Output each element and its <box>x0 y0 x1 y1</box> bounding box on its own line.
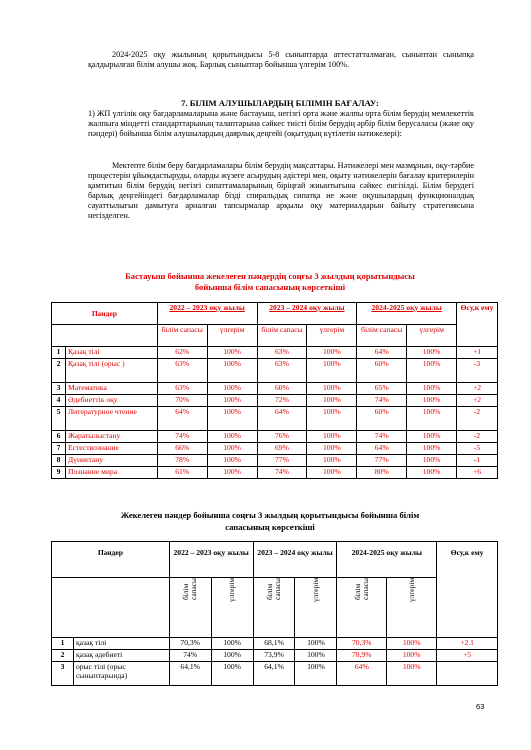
value-cell: 64% <box>357 347 407 359</box>
value-cell: 100% <box>407 455 457 467</box>
table1-header-subject: Пәндер <box>52 303 158 325</box>
row-number: 1 <box>52 638 74 650</box>
growth-value: -1 <box>457 455 498 467</box>
table1-header-growth: Өсу,к ему <box>457 303 498 347</box>
value-cell: 74% <box>157 431 207 443</box>
value-cell: 74% <box>357 395 407 407</box>
table-row <box>52 650 498 662</box>
value-cell: 78,9% <box>337 650 387 662</box>
value-cell: 73,9% <box>253 650 295 662</box>
value-cell: 69% <box>257 443 307 455</box>
value-cell: 77% <box>357 455 407 467</box>
row-number: 7 <box>52 443 66 455</box>
section-para-2: Мектепте білім беру бағдарламалары білім берудің мақсаттары. Нәтижелері мен мазмұнын, оқу-тәрбие процестерін ұйымдастыруды, оларды жүзеге асырудың әдістері мен, оқыту нәтижелерін бағалау критерилерін қамтитын білім берудің негізгі сипаттамаларының біріңғай жиынтығына сәйкес енгізілді. Білім берудегі барлық деңгейіндегі бағдарламалар бізді спиральдық сипатқа ие және оқушылардың функционалдық сауаттылығын дамытуға арналған тапсырмалар арқылы оқу материалдарын байыту стратегиясына негізделген. <box>88 161 474 220</box>
value-cell: 78% <box>157 455 207 467</box>
row-number: 1 <box>52 347 66 359</box>
table2-header-year: 2023 – 2024 оқу жылы <box>253 542 337 578</box>
row-number: 8 <box>52 455 66 467</box>
value-cell: 100% <box>307 395 357 407</box>
table-row <box>52 383 498 395</box>
subject-name: Познание мира <box>65 467 157 479</box>
page-number: 63 <box>476 702 485 711</box>
table1-header-year: 2024-2025 оқу жылы <box>357 303 457 325</box>
value-cell: 100% <box>307 431 357 443</box>
value-cell: 100% <box>207 359 257 383</box>
value-cell: 64% <box>257 407 307 431</box>
subject-name: Дүниетану <box>65 455 157 467</box>
row-number: 2 <box>52 650 74 662</box>
value-cell: 66% <box>157 443 207 455</box>
value-cell: 61% <box>157 467 207 479</box>
table-row <box>52 359 498 383</box>
growth-value: +6 <box>457 467 498 479</box>
value-cell: 100% <box>207 455 257 467</box>
value-cell: 64,1% <box>169 662 211 686</box>
value-cell: 100% <box>307 467 357 479</box>
table2-sub-progress: үлгерім <box>310 578 320 603</box>
value-cell: 64% <box>157 407 207 431</box>
value-cell: 100% <box>207 383 257 395</box>
value-cell: 100% <box>407 359 457 383</box>
value-cell: 72% <box>257 395 307 407</box>
value-cell: 100% <box>207 395 257 407</box>
value-cell: 100% <box>211 650 253 662</box>
value-cell: 70% <box>157 395 207 407</box>
table1-sub-progress: үлгерім <box>207 325 257 347</box>
table-row <box>52 662 498 686</box>
value-cell: 100% <box>207 443 257 455</box>
value-cell: 100% <box>407 383 457 395</box>
value-cell: 100% <box>407 395 457 407</box>
table1-sub-quality: білім сапасы <box>357 325 407 347</box>
table2-header-year: 2022 – 2023 оқу жылы <box>169 542 253 578</box>
table1-title: Бастауыш бойынша жекелеген пәндердің соңғы 3 жылдың қорытындысы бойынша білім сапасының көрсеткіші <box>125 271 415 292</box>
growth-value: +5 <box>437 650 498 662</box>
value-cell: 100% <box>387 638 437 650</box>
value-cell: 100% <box>295 650 337 662</box>
growth-value: -3 <box>457 359 498 383</box>
value-cell: 100% <box>207 347 257 359</box>
table-row <box>52 467 498 479</box>
value-cell: 68,1% <box>253 638 295 650</box>
table1-header-year: 2022 – 2023 оқу жылы <box>157 303 257 325</box>
table-row <box>52 431 498 443</box>
subject-name: Математика <box>65 383 157 395</box>
value-cell: 63% <box>157 359 207 383</box>
subject-name: қазақ тілі <box>73 638 169 650</box>
table2-sub-quality: білім сапасы <box>265 578 283 601</box>
row-number: 6 <box>52 431 66 443</box>
value-cell: 80% <box>357 467 407 479</box>
subject-name: Әдебиеттік оқу <box>65 395 157 407</box>
value-cell: 77% <box>257 455 307 467</box>
table2-sub-quality: білім сапасы <box>352 578 370 601</box>
value-cell: 100% <box>295 638 337 650</box>
table1-header-year: 2023 – 2024 оқу жылы <box>257 303 357 325</box>
value-cell: 60% <box>357 359 407 383</box>
growth-value: +1 <box>457 347 498 359</box>
growth-value: -2 <box>457 431 498 443</box>
value-cell: 100% <box>407 431 457 443</box>
value-cell: 74% <box>257 467 307 479</box>
value-cell: 60% <box>357 407 407 431</box>
table2-header-year: 2024-2025 оқу жылы <box>337 542 437 578</box>
table1-sub-progress: үлгерім <box>307 325 357 347</box>
growth-value <box>437 662 498 686</box>
value-cell: 63% <box>257 347 307 359</box>
row-number: 3 <box>52 662 74 686</box>
value-cell: 100% <box>307 407 357 431</box>
table-row <box>52 443 498 455</box>
table1 <box>51 302 498 479</box>
row-number: 5 <box>52 407 66 431</box>
table2-header-subject: Пәндер <box>52 542 170 578</box>
value-cell: 100% <box>407 467 457 479</box>
value-cell: 64% <box>337 662 387 686</box>
value-cell: 63% <box>157 383 207 395</box>
growth-value: -5 <box>457 443 498 455</box>
value-cell: 76% <box>257 431 307 443</box>
value-cell: 100% <box>295 662 337 686</box>
value-cell: 100% <box>387 650 437 662</box>
value-cell: 100% <box>307 359 357 383</box>
value-cell: 100% <box>207 431 257 443</box>
value-cell: 100% <box>211 638 253 650</box>
row-number: 2 <box>52 359 66 383</box>
table2-sub-progress: үлгерім <box>406 578 416 603</box>
value-cell: 60% <box>257 383 307 395</box>
table2-sub-progress: үлгерім <box>227 578 237 603</box>
subject-name: Қазақ тілі (орыс ) <box>65 359 157 383</box>
section-para-1: 1) ЖП үлгілік оқу бағдарламаларына және бастауыш, негізгі орта және жалпы орта білім берудің мемлекеттік жалпыға міндетті стандарттарының талаптарына сәйкес тиісті білім берудің әрбір білім берусаласы (және оқу пәндері) бойынша білім алушылардың даярлық деңгейі (оқытудың күтілетін нәтижелері): <box>88 109 474 138</box>
growth-value: +2.1 <box>437 638 498 650</box>
table-row <box>52 395 498 407</box>
growth-value: +2 <box>457 395 498 407</box>
value-cell: 100% <box>307 347 357 359</box>
subject-name: Жаратылыстану <box>65 431 157 443</box>
table1-sub-quality: білім сапасы <box>157 325 207 347</box>
value-cell: 100% <box>207 407 257 431</box>
value-cell: 62% <box>157 347 207 359</box>
value-cell: 65% <box>357 383 407 395</box>
value-cell: 70,3% <box>169 638 211 650</box>
value-cell: 100% <box>207 467 257 479</box>
table1-sub-quality: білім сапасы <box>257 325 307 347</box>
subject-name: орыс тілі (орыс сыныптарында) <box>73 662 169 686</box>
subject-name: Естествознание <box>65 443 157 455</box>
value-cell: 100% <box>307 443 357 455</box>
value-cell: 70,3% <box>337 638 387 650</box>
value-cell: 100% <box>211 662 253 686</box>
table2-sub-quality: білім сапасы <box>181 578 199 601</box>
value-cell: 63% <box>257 359 307 383</box>
value-cell: 100% <box>307 455 357 467</box>
value-cell: 64,1% <box>253 662 295 686</box>
value-cell: 100% <box>387 662 437 686</box>
table-row <box>52 638 498 650</box>
value-cell: 64% <box>357 443 407 455</box>
value-cell: 74% <box>357 431 407 443</box>
table-row <box>52 347 498 359</box>
table2-title: Жекелеген пәндер бойынша соңғы 3 жылдың қорытындысы бойынша білім сапасының көрсеткіші <box>120 510 420 532</box>
row-number: 4 <box>52 395 66 407</box>
value-cell: 100% <box>307 383 357 395</box>
subject-name: қазақ әдебиеті <box>73 650 169 662</box>
growth-value: +2 <box>457 383 498 395</box>
value-cell: 100% <box>407 347 457 359</box>
growth-value: -2 <box>457 407 498 431</box>
subject-name: Литературное чтение <box>65 407 157 431</box>
intro-paragraph: 2024-2025 оқу жылының қорытындысы 5-8 сыныптарда аттестатталмаған, сыныптан сыныпқа қалдырылған білім алушы жоқ. Барлық сыныптар бойынша үлгерім 100%. <box>88 50 474 69</box>
value-cell: 100% <box>407 443 457 455</box>
table-row <box>52 455 498 467</box>
table1-sub-progress: үлгерім <box>407 325 457 347</box>
table2 <box>51 541 498 686</box>
table2-header-growth: Өсу,к ему <box>437 542 498 638</box>
value-cell: 100% <box>407 407 457 431</box>
row-number: 3 <box>52 383 66 395</box>
subject-name: Қазақ тілі <box>65 347 157 359</box>
value-cell: 74% <box>169 650 211 662</box>
section-title: 7. БІЛІМ АЛУШЫЛАРДЫҢ БІЛІМІН БАҒАЛАУ: <box>181 98 379 108</box>
row-number: 9 <box>52 467 66 479</box>
table-row <box>52 407 498 431</box>
